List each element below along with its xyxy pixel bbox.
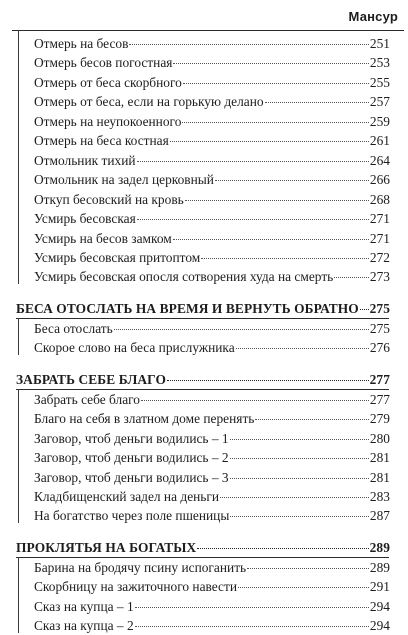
toc-entry — [34, 113, 390, 131]
dot-leader — [236, 348, 369, 349]
section-heading — [16, 539, 390, 557]
toc-entry — [34, 488, 390, 506]
dot-leader — [334, 277, 369, 278]
toc-entry-page-number: 287 — [369, 508, 390, 524]
dot-leader — [135, 626, 369, 627]
toc-entry-label: Отмольник тихий — [34, 152, 136, 168]
dot-leader — [230, 478, 369, 479]
dot-leader — [197, 548, 368, 549]
toc-entry-page-number: 259 — [369, 113, 390, 129]
toc-entry-label: Беса отослать — [34, 320, 113, 336]
section-heading-label: ЗАБРАТЬ СЕБЕ БЛАГО — [16, 371, 166, 387]
toc-entry — [34, 410, 390, 428]
toc-entry — [34, 171, 390, 189]
dot-leader — [137, 161, 369, 162]
toc-entry-page-number: 276 — [369, 340, 390, 356]
toc-entry — [34, 249, 390, 267]
toc-entry — [34, 210, 390, 228]
dot-leader — [230, 516, 369, 517]
toc-entry-label: Заговор, чтоб деньги водились – 2 — [34, 450, 229, 466]
toc-entry — [34, 507, 390, 525]
toc-entry-label: Забрать себе благо — [34, 391, 140, 407]
toc-entry-label: Усмирь бесовская опосля сотворения худа на смерть — [34, 269, 334, 285]
toc-entry — [34, 54, 390, 72]
toc-entry-page-number: 271 — [369, 230, 390, 246]
toc-entry — [34, 617, 390, 635]
section-heading-page-number: 277 — [369, 371, 390, 387]
dot-leader — [170, 141, 369, 142]
dot-leader — [360, 309, 369, 310]
dot-leader — [173, 63, 368, 64]
section-heading — [16, 300, 390, 318]
section-heading — [16, 371, 390, 389]
dot-leader — [201, 258, 369, 259]
toc-entry — [34, 74, 390, 92]
toc-entry-page-number: 289 — [369, 559, 390, 575]
section-side-line — [18, 318, 19, 355]
toc-entry-label: Отмерь бесов погостная — [34, 55, 173, 71]
toc-entry-label: Отмерь на беса костная — [34, 133, 169, 149]
toc-entry — [34, 268, 390, 286]
dot-leader — [255, 419, 369, 420]
toc-entry-page-number: 264 — [369, 152, 390, 168]
dot-leader — [141, 400, 369, 401]
toc-entry-label: На богатство через поле пшеницы — [34, 508, 230, 524]
dot-leader — [230, 458, 369, 459]
toc-entry — [34, 430, 390, 448]
dot-leader — [137, 219, 369, 220]
toc-entry-label: Отмерь от беса скорбного — [34, 74, 182, 90]
toc-entry — [34, 391, 390, 409]
dot-leader — [182, 122, 369, 123]
toc-entry-page-number: 281 — [369, 450, 390, 466]
section-heading-label: ПРОКЛЯТЬЯ НА БОГАТЫХ — [16, 539, 197, 555]
toc-entry-page-number: 277 — [369, 391, 390, 407]
toc-entry — [34, 152, 390, 170]
toc-entry-label: Заговор, чтоб деньги водились – 1 — [34, 430, 229, 446]
toc-entry-label: Барина на бродячу псину испоганить — [34, 559, 247, 575]
toc-entry — [34, 559, 390, 577]
toc-entry-label: Кладбищенский задел на деньги — [34, 489, 220, 504]
toc-entry-label: Отмольник на задел церковный — [34, 172, 214, 188]
toc-entry-label: Усмирь на бесов замком — [34, 230, 172, 246]
toc-entry — [34, 598, 390, 616]
section-side-line — [18, 389, 19, 523]
toc-entry — [34, 578, 390, 596]
section-rule — [16, 557, 389, 558]
dot-leader — [114, 329, 369, 330]
toc-entry-page-number: 255 — [369, 74, 390, 90]
toc-entry-page-number: 283 — [369, 489, 390, 504]
toc-entry-label: Благо на себя в златном доме перенять — [34, 411, 255, 427]
toc-entry — [34, 469, 390, 487]
toc-entry-label: Откуп бесовский на кровь — [34, 191, 184, 207]
dot-leader — [230, 439, 369, 440]
toc-entry — [34, 93, 390, 111]
dot-leader — [238, 587, 369, 588]
dot-leader — [167, 380, 369, 381]
toc-entry — [34, 449, 390, 467]
dot-leader — [247, 568, 369, 569]
dot-leader — [220, 497, 369, 498]
toc-entry-page-number: 257 — [369, 94, 390, 110]
toc-entry-page-number: 251 — [369, 36, 390, 51]
toc-entry-page-number: 273 — [369, 269, 390, 285]
toc-entry — [34, 339, 390, 357]
section-rule — [16, 318, 389, 319]
dot-leader — [185, 200, 369, 201]
dot-leader — [135, 607, 369, 608]
toc-entry-label: Отмерь на неупокоенного — [34, 113, 182, 129]
toc-entry-page-number: 253 — [369, 55, 390, 71]
dot-leader — [129, 44, 368, 45]
dot-leader — [215, 180, 369, 181]
toc-entry — [34, 320, 390, 338]
section-side-line — [18, 557, 19, 633]
toc-entry — [34, 191, 390, 209]
toc-entry-label: Заговор, чтоб деньги водились – 3 — [34, 469, 229, 485]
toc-entry-page-number: 294 — [369, 598, 390, 614]
toc-entry-page-number: 266 — [369, 172, 390, 188]
toc-entry-page-number: 261 — [369, 133, 390, 149]
section-side-line — [18, 30, 19, 284]
toc-entry — [34, 35, 390, 53]
toc-entry-label: Сказ на купца – 1 — [34, 598, 134, 614]
toc-entry-page-number: 291 — [369, 579, 390, 595]
section-heading-page-number: 275 — [369, 300, 390, 316]
header-title: Мансур — [348, 9, 398, 24]
dot-leader — [183, 83, 369, 84]
dot-leader — [265, 102, 369, 103]
toc-entry-label: Скорбницу на зажиточного навести — [34, 579, 238, 595]
toc-entry-label: Отмерь от беса, если на горькую делано — [34, 94, 264, 110]
toc-entry-page-number: 272 — [369, 249, 390, 265]
toc-entry-page-number: 275 — [369, 320, 390, 336]
toc-entry — [34, 230, 390, 248]
section-rule — [16, 389, 389, 390]
toc-entry-page-number: 279 — [369, 411, 390, 427]
toc-entry-label: Усмирь бесовская — [34, 211, 136, 227]
section-heading-page-number: 289 — [369, 539, 390, 555]
section-heading-label: БЕСА ОТОСЛАТЬ НА ВРЕМЯ И ВЕРНУТЬ ОБРАТНО — [16, 300, 359, 316]
toc-entry-page-number: 268 — [369, 191, 390, 207]
toc-entry-page-number: 271 — [369, 211, 390, 227]
toc-entry-label: Отмерь на бесов — [34, 36, 129, 51]
toc-entry — [34, 132, 390, 150]
toc-entry-page-number: 281 — [369, 469, 390, 485]
toc-entry-label: Скорое слово на беса прислужника — [34, 340, 235, 356]
toc-entry-page-number: 294 — [369, 618, 390, 634]
toc-entry-label: Усмирь бесовская притоптом — [34, 249, 201, 265]
toc-entry-page-number: 280 — [369, 430, 390, 446]
dot-leader — [173, 239, 369, 240]
toc-entry-label: Сказ на купца – 2 — [34, 618, 134, 634]
